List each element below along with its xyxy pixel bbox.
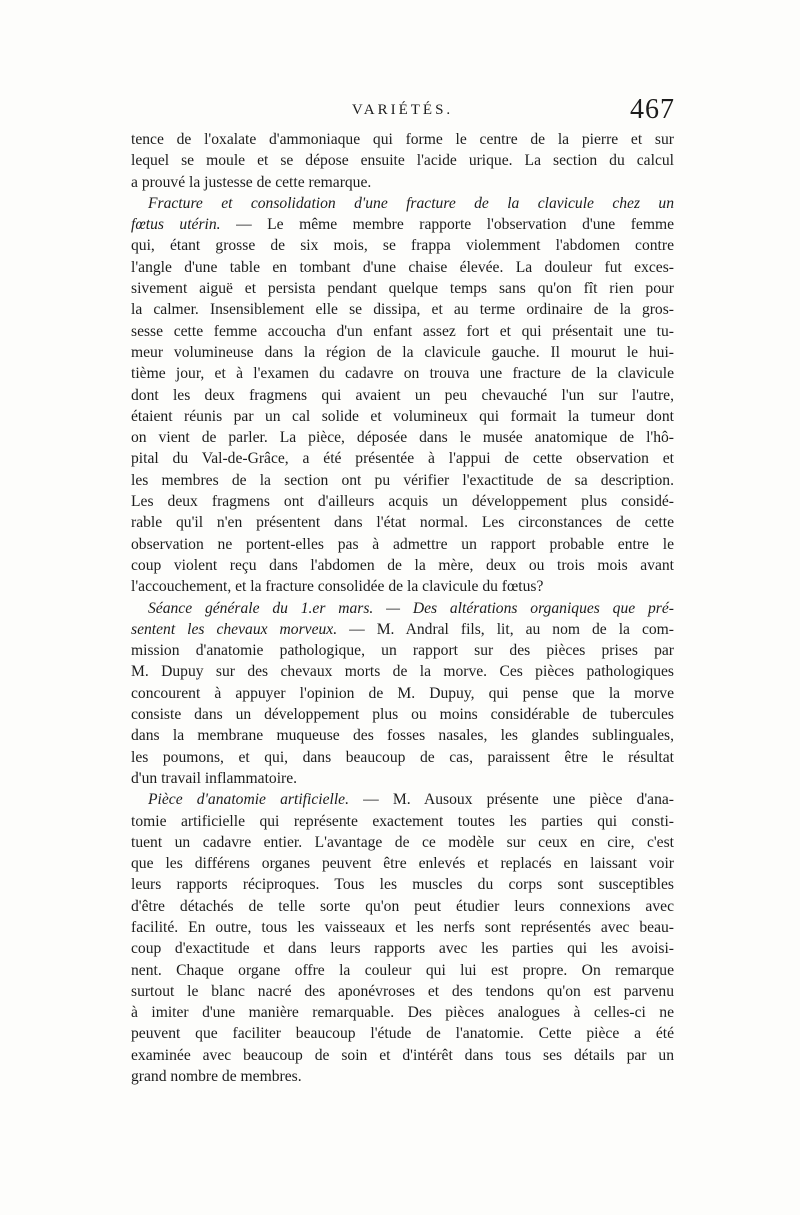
paragraph [131, 193, 674, 598]
text-line [131, 342, 674, 363]
text-line [131, 193, 674, 214]
running-title: VARIÉTÉS. [351, 102, 454, 118]
line-text: tence de l'oxalate d'ammoniaque qui forme le centre de la pierre et sur [131, 131, 674, 148]
line-text: concourent à appuyer l'opinion de M. Dupuy, qui pense que la morve [131, 684, 674, 702]
text-line [131, 534, 674, 555]
paragraph [131, 129, 674, 193]
page-number: 467 [630, 94, 675, 125]
text-line [131, 576, 674, 597]
line-text: lequel se moule et se dépose ensuite l'acide urique. La section du calcul [131, 152, 674, 170]
text-line [131, 363, 674, 384]
line-text: l'accouchement, et la fracture consolidée de la clavicule du fœtus? [131, 578, 544, 596]
italic-heading: Séance générale du 1.er mars. — Des altérations organiques que pré- [148, 599, 674, 617]
text-line [131, 811, 674, 832]
line-text: coup violent reçu dans l'abdomen de la mère, deux ou trois mois avant [131, 556, 674, 574]
line-text: sivement aiguë et persista pendant quelque temps sans qu'on fît rien pour [131, 280, 674, 298]
text-line [131, 683, 674, 704]
paragraph [131, 598, 674, 790]
running-head [130, 94, 675, 134]
text-line [131, 1002, 674, 1023]
line-text: étaient réunis par un cal solide et volumineux qui formait la tumeur dont [131, 407, 674, 425]
line-text: a prouvé la justesse de cette remarque. [131, 173, 372, 191]
text-line [131, 172, 674, 193]
text-line [131, 427, 674, 448]
line-text: les poumons, et qui, dans beaucoup de cas, paraissent être le résultat [131, 748, 674, 766]
text-line [131, 129, 674, 150]
text-line [131, 747, 674, 768]
text-line [131, 874, 674, 895]
line-text: nent. Chaque organe offre la couleur qui lui est propre. On remarque [131, 961, 674, 979]
italic-heading: fœtus utérin. [131, 216, 221, 234]
line-text: tomie artificielle qui représente exactement toutes les parties qui consti- [131, 812, 674, 830]
text-line [131, 299, 674, 320]
italic-heading: Fracture et consolidation d'une fracture de la clavicule chez un [148, 194, 674, 212]
line-text: on vient de parler. La pièce, déposée dans le musée anatomique de l'hô- [131, 429, 674, 447]
text-line [131, 938, 674, 959]
line-text: M. Dupuy sur des chevaux morts de la morve. Ces pièces pathologiques [131, 663, 674, 681]
text-line [131, 321, 674, 342]
line-text: sesse cette femme accoucha d'un enfant assez fort et qui présentait une tu- [131, 322, 674, 340]
line-text: tuent un cadavre entier. L'avantage de ce modèle sur ceux en cire, c'est [131, 833, 674, 851]
text-line [131, 661, 674, 682]
text-line [131, 448, 674, 469]
line-text: surtout le blanc nacré des aponévroses et des tendons qu'on est parvenu [131, 982, 674, 1000]
text-line [131, 598, 674, 619]
line-text: d'être détachés de telle sorte qu'on peut étudier leurs connexions avec [131, 897, 674, 915]
line-text: facilité. En outre, tous les vaisseaux et les nerfs sont représentés avec beau- [131, 918, 674, 936]
text-line [131, 278, 674, 299]
body-text [131, 129, 674, 1087]
text-line [131, 768, 674, 789]
line-text: leurs rapports réciproques. Tous les muscles du corps sont susceptibles [131, 876, 674, 894]
line-text: dans la membrane muqueuse des fosses nasales, les glandes sublinguales, [131, 727, 674, 745]
text-line [131, 491, 674, 512]
line-text: observation ne portent-elles pas à admettre un rapport probable entre le [131, 535, 674, 553]
line-text: pital du Val-de-Grâce, a été présentée à l'appui de cette observation et [131, 450, 674, 468]
line-text: consiste dans un développement plus ou moins considérable de tubercules [131, 706, 674, 724]
text-line [131, 235, 674, 256]
text-line [131, 960, 674, 981]
text-line [131, 150, 674, 171]
line-text: tième jour, et à l'examen du cadavre on trouva une fracture de la clavicule [131, 365, 674, 383]
line-text: rable qu'il n'en présentent dans l'état normal. Les circonstances de cette [131, 514, 674, 532]
line-text: les membres de la section ont pu vérifier l'exactitude de sa description. [131, 471, 674, 489]
line-text: — M. Andral fils, lit, au nom de la com- [337, 620, 674, 638]
text-line [131, 1023, 674, 1044]
italic-heading: Pièce d'anatomie artificielle. [148, 791, 349, 809]
line-text: — Le même membre rapporte l'observation d'une femme [220, 216, 674, 234]
text-line [131, 512, 674, 533]
paragraph [131, 789, 674, 1087]
text-line [131, 406, 674, 427]
line-text: Les deux fragmens ont d'ailleurs acquis un développement plus considé- [131, 493, 674, 511]
line-text: dont les deux fragmens qui avaient un peu chevauché l'un sur l'autre, [131, 386, 674, 404]
line-text: peuvent que faciliter beaucoup l'étude de l'anatomie. Cette pièce a été [131, 1025, 674, 1043]
line-text: meur volumineuse dans la région de la clavicule gauche. Il mourut le hui- [131, 343, 674, 361]
text-line [131, 704, 674, 725]
line-text: — M. Ausoux présente une pièce d'ana- [348, 791, 674, 809]
text-line [131, 555, 674, 576]
text-line [131, 725, 674, 746]
line-text: examinée avec beaucoup de soin et d'intérêt dans tous ses détails par un [131, 1046, 674, 1064]
text-line [131, 214, 674, 235]
text-line [131, 257, 674, 278]
line-text: l'angle d'une table en tombant d'une chaise élevée. La douleur fut exces- [131, 258, 674, 276]
text-line [131, 789, 674, 810]
text-line [131, 832, 674, 853]
text-line [131, 896, 674, 917]
line-text: d'un travail inflammatoire. [131, 769, 298, 787]
text-line [131, 619, 674, 640]
text-line [131, 1066, 674, 1087]
italic-heading: sentent les chevaux morveux. [131, 620, 338, 638]
line-text: la calmer. Insensiblement elle se dissipa, et au terme ordinaire de la gros- [131, 301, 674, 319]
text-line [131, 917, 674, 938]
line-text: à imiter d'une manière remarquable. Des pièces analogues à celles-ci ne [131, 1004, 674, 1022]
line-text: que les différens organes peuvent être enlevés et replacés en laissant voir [131, 855, 674, 873]
line-text: qui, étant grosse de six mois, se frappa violemment l'abdomen contre [131, 237, 674, 255]
text-line [131, 470, 674, 491]
text-line [131, 1045, 674, 1066]
line-text: mission d'anatomie pathologique, un rapport sur des pièces prises par [131, 642, 674, 660]
line-text: grand nombre de membres. [131, 1068, 302, 1086]
line-text: coup d'exactitude et dans leurs rapports avec les parties qui les avoisi- [131, 940, 674, 958]
text-line [131, 640, 674, 661]
text-line [131, 385, 674, 406]
text-line [131, 853, 674, 874]
text-line [131, 981, 674, 1002]
